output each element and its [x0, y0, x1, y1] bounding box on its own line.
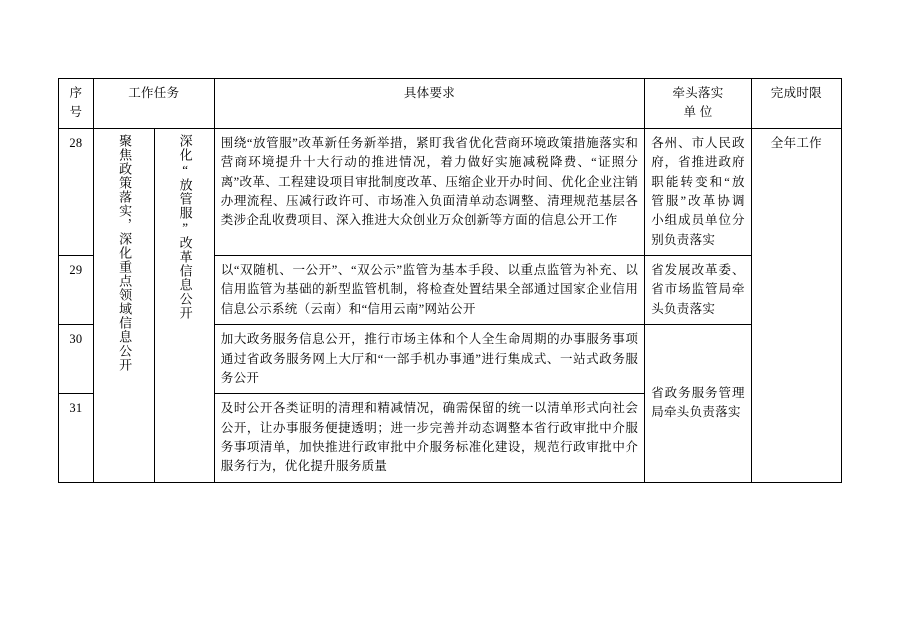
row-seq: 30: [59, 325, 94, 394]
header-deadline: 完成时限: [751, 79, 841, 129]
work-task-table: [58, 78, 842, 483]
header-lead-line1: 牵头落实: [672, 86, 724, 100]
row-seq: 31: [59, 394, 94, 483]
header-seq-line1: 序: [69, 86, 83, 100]
row-requirement: 以“双随机、一公开”、“双公示”监管为基本手段、以重点监管为补充、以信用监管为基础的新型监管机制，将检查处置结果全部通过国家企业信用信息公示系统（云南）和“信用云南”网站公开: [214, 256, 644, 325]
row-lead-unit: 省发展改革委、省市场监管局牵头负责落实: [645, 256, 752, 325]
header-lead-line2: 单 位: [683, 105, 713, 120]
row-lead-unit: 各州、市人民政府，省推进政府职能转变和“放管服”改革协调小组成员单位分别负责落实: [645, 128, 752, 255]
header-seq: [59, 79, 94, 129]
header-requirement: 具体要求: [214, 79, 644, 129]
group-task-label: 聚焦政策落实，深化重点领域信息公开: [117, 133, 133, 372]
sub-task-cell: [155, 128, 214, 482]
group-task-cell: [93, 128, 154, 482]
row-seq: 28: [59, 128, 94, 255]
header-seq-line2: 号: [69, 105, 83, 120]
header-task: 工作任务: [93, 79, 214, 129]
row-lead-unit: 省政务服务管理局牵头负责落实: [645, 325, 752, 483]
header-lead-unit: [645, 79, 752, 129]
row-requirement: 围绕“放管服”改革新任务新举措，紧盯我省优化营商环境政策措施落实和营商环境提升十大行动的推进情况，着力做好实施减税降费、“证照分离”改革、工程建设项目审批制度改革、压缩企业开办时间、优化企业注销办理流程、压减行政许可、市场准入负面清单动态调整、清理规范基层各类涉企乱收费项目、深入推进大众创业万众创新等方面的信息公开工作: [214, 128, 644, 255]
row-seq: 29: [59, 256, 94, 325]
table-header-row: [59, 79, 842, 129]
row-requirement: 及时公开各类证明的清理和精减情况，确需保留的统一以清单形式向社会公开，让办事服务便捷透明；进一步完善并动态调整本省行政审批中介服务事项清单，加快推进行政审批中介服务标准化建设，规范行政审批中介服务行为，优化提升服务质量: [214, 394, 644, 483]
table-row: [59, 128, 842, 255]
row-requirement: 加大政务服务信息公开，推行市场主体和个人全生命周期的办事服务事项通过省政务服务网上大厅和“一部手机办事通”进行集成式、一站式政务服务公开: [214, 325, 644, 394]
row-deadline: 全年工作: [751, 128, 841, 482]
sub-task-label: 深化“放管服”改革信息公开: [177, 133, 193, 320]
